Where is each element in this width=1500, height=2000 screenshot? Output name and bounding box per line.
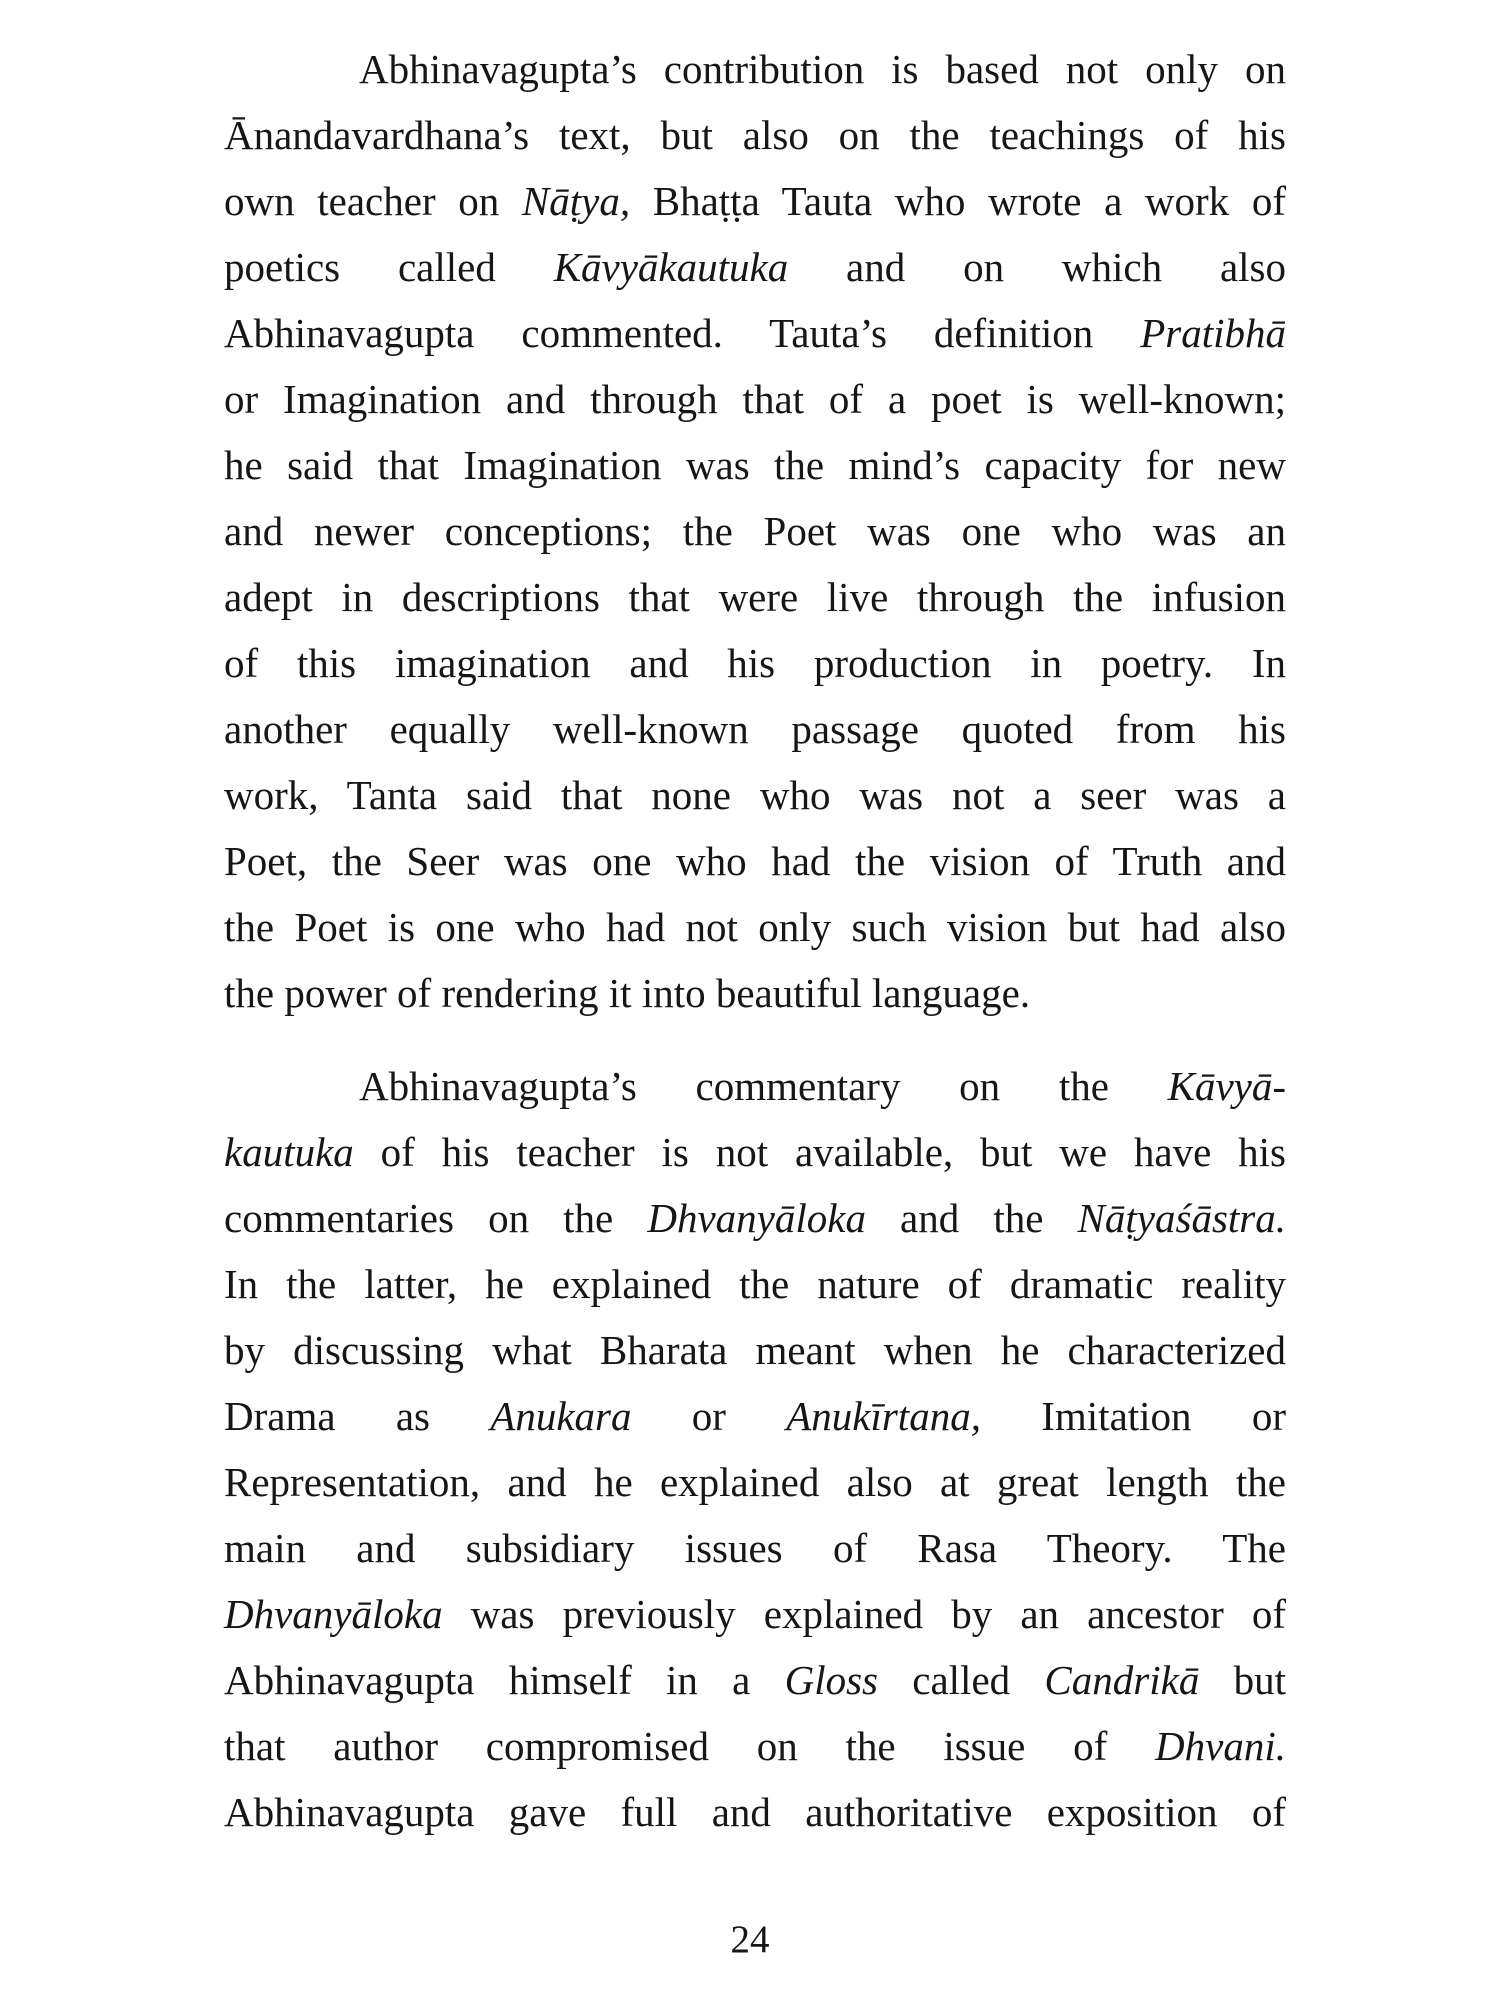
text-line xyxy=(224,1119,1286,1185)
paragraph-2 xyxy=(224,1053,1286,1845)
text-segment: Abhinavagupta’s commentary on the xyxy=(359,1063,1168,1109)
text-segment: Representation, and he explained also at great length the xyxy=(224,1459,1286,1505)
text-line xyxy=(224,1185,1286,1251)
text-line xyxy=(224,762,1286,828)
italic-term: Anukīrtana, xyxy=(786,1393,981,1439)
text-segment: Imitation or xyxy=(980,1393,1286,1439)
text-segment: Poet, the Seer was one who had the vision of Truth and xyxy=(224,838,1286,884)
text-segment: Ānandavardhana’s text, but also on the teachings of his xyxy=(224,112,1286,158)
text-line xyxy=(224,432,1286,498)
text-segment: poetics called xyxy=(224,244,554,290)
text-segment: Abhinavagupta commented. Tauta’s definition xyxy=(224,310,1141,356)
italic-term: Pratibhā xyxy=(1140,310,1286,356)
text-line xyxy=(224,1581,1286,1647)
text-segment: the power of rendering it into beautiful language. xyxy=(224,970,1031,1016)
text-line xyxy=(224,1713,1286,1779)
text-segment: Abhinavagupta himself in a xyxy=(224,1657,785,1703)
text-line xyxy=(224,1515,1286,1581)
text-segment: main and subsidiary issues of Rasa Theory. The xyxy=(224,1525,1286,1571)
text-segment: or xyxy=(631,1393,787,1439)
text-segment: of his teacher is not available, but we have his xyxy=(353,1129,1286,1175)
text-line xyxy=(224,1383,1286,1449)
text-segment: commentaries on the xyxy=(224,1195,648,1241)
text-segment: of this imagination and his production in poetry. In xyxy=(224,640,1286,686)
text-line xyxy=(224,300,1286,366)
text-line xyxy=(224,630,1286,696)
text-segment: Drama as xyxy=(224,1393,491,1439)
text-segment: that author compromised on the issue of xyxy=(224,1723,1156,1769)
text-line xyxy=(224,1317,1286,1383)
text-line xyxy=(224,696,1286,762)
text-line xyxy=(224,1647,1286,1713)
text-line xyxy=(224,960,1286,1026)
text-line xyxy=(224,36,1286,102)
text-segment: and the xyxy=(865,1195,1078,1241)
text-segment: called xyxy=(878,1657,1045,1703)
text-line xyxy=(224,102,1286,168)
italic-term: Kāvyākautuka xyxy=(553,244,789,290)
text-line xyxy=(224,564,1286,630)
text-line xyxy=(224,1779,1286,1845)
italic-term: Candrikā xyxy=(1044,1657,1200,1703)
italic-term: Dhvani. xyxy=(1155,1723,1286,1769)
text-segment: was previously explained by an ancestor of xyxy=(442,1591,1286,1637)
text-segment: the Poet is one who had not only such vision but had also xyxy=(224,904,1286,950)
italic-term: kautuka xyxy=(224,1129,354,1175)
italic-term: Dhvanyāloka xyxy=(224,1591,443,1637)
text-segment: work, Tanta said that none who was not a seer was a xyxy=(224,772,1286,818)
italic-term: Kāvyā- xyxy=(1167,1063,1286,1109)
text-segment: Abhinavagupta gave full and authoritative exposition of xyxy=(224,1789,1286,1835)
text-segment: own teacher on xyxy=(224,178,522,224)
paragraph-1 xyxy=(224,36,1286,1026)
text-segment: he said that Imagination was the mind’s capacity for new xyxy=(224,442,1286,488)
text-line xyxy=(224,1053,1286,1119)
text-segment: and newer conceptions; the Poet was one who was an xyxy=(224,508,1286,554)
text-line xyxy=(224,1449,1286,1515)
text-line xyxy=(224,1251,1286,1317)
text-line xyxy=(224,234,1286,300)
text-segment: by discussing what Bharata meant when he characterized xyxy=(224,1327,1286,1373)
italic-term: Nāṭyaśāstra. xyxy=(1077,1195,1286,1241)
text-segment: or Imagination and through that of a poet is well-known; xyxy=(224,376,1286,422)
text-line xyxy=(224,366,1286,432)
text-line xyxy=(224,168,1286,234)
text-segment: Abhinavagupta’s contribution is based not only on xyxy=(359,46,1286,92)
text-segment: but xyxy=(1199,1657,1286,1703)
text-segment: adept in descriptions that were live through the infusion xyxy=(224,574,1286,620)
text-segment: and on which also xyxy=(788,244,1286,290)
text-segment: In the latter, he explained the nature of dramatic reality xyxy=(224,1261,1286,1307)
text-segment: another equally well-known passage quoted from his xyxy=(224,706,1286,752)
text-line xyxy=(224,894,1286,960)
italic-term: Gloss xyxy=(784,1657,879,1703)
text-line xyxy=(224,828,1286,894)
italic-term: Nāṭya, xyxy=(521,178,631,224)
page-number: 24 xyxy=(730,1918,770,1961)
italic-term: Anukara xyxy=(490,1393,632,1439)
italic-term: Dhvanyāloka xyxy=(647,1195,866,1241)
text-line xyxy=(224,498,1286,564)
text-segment: Bhaṭṭa Tauta who wrote a work of xyxy=(630,178,1286,224)
